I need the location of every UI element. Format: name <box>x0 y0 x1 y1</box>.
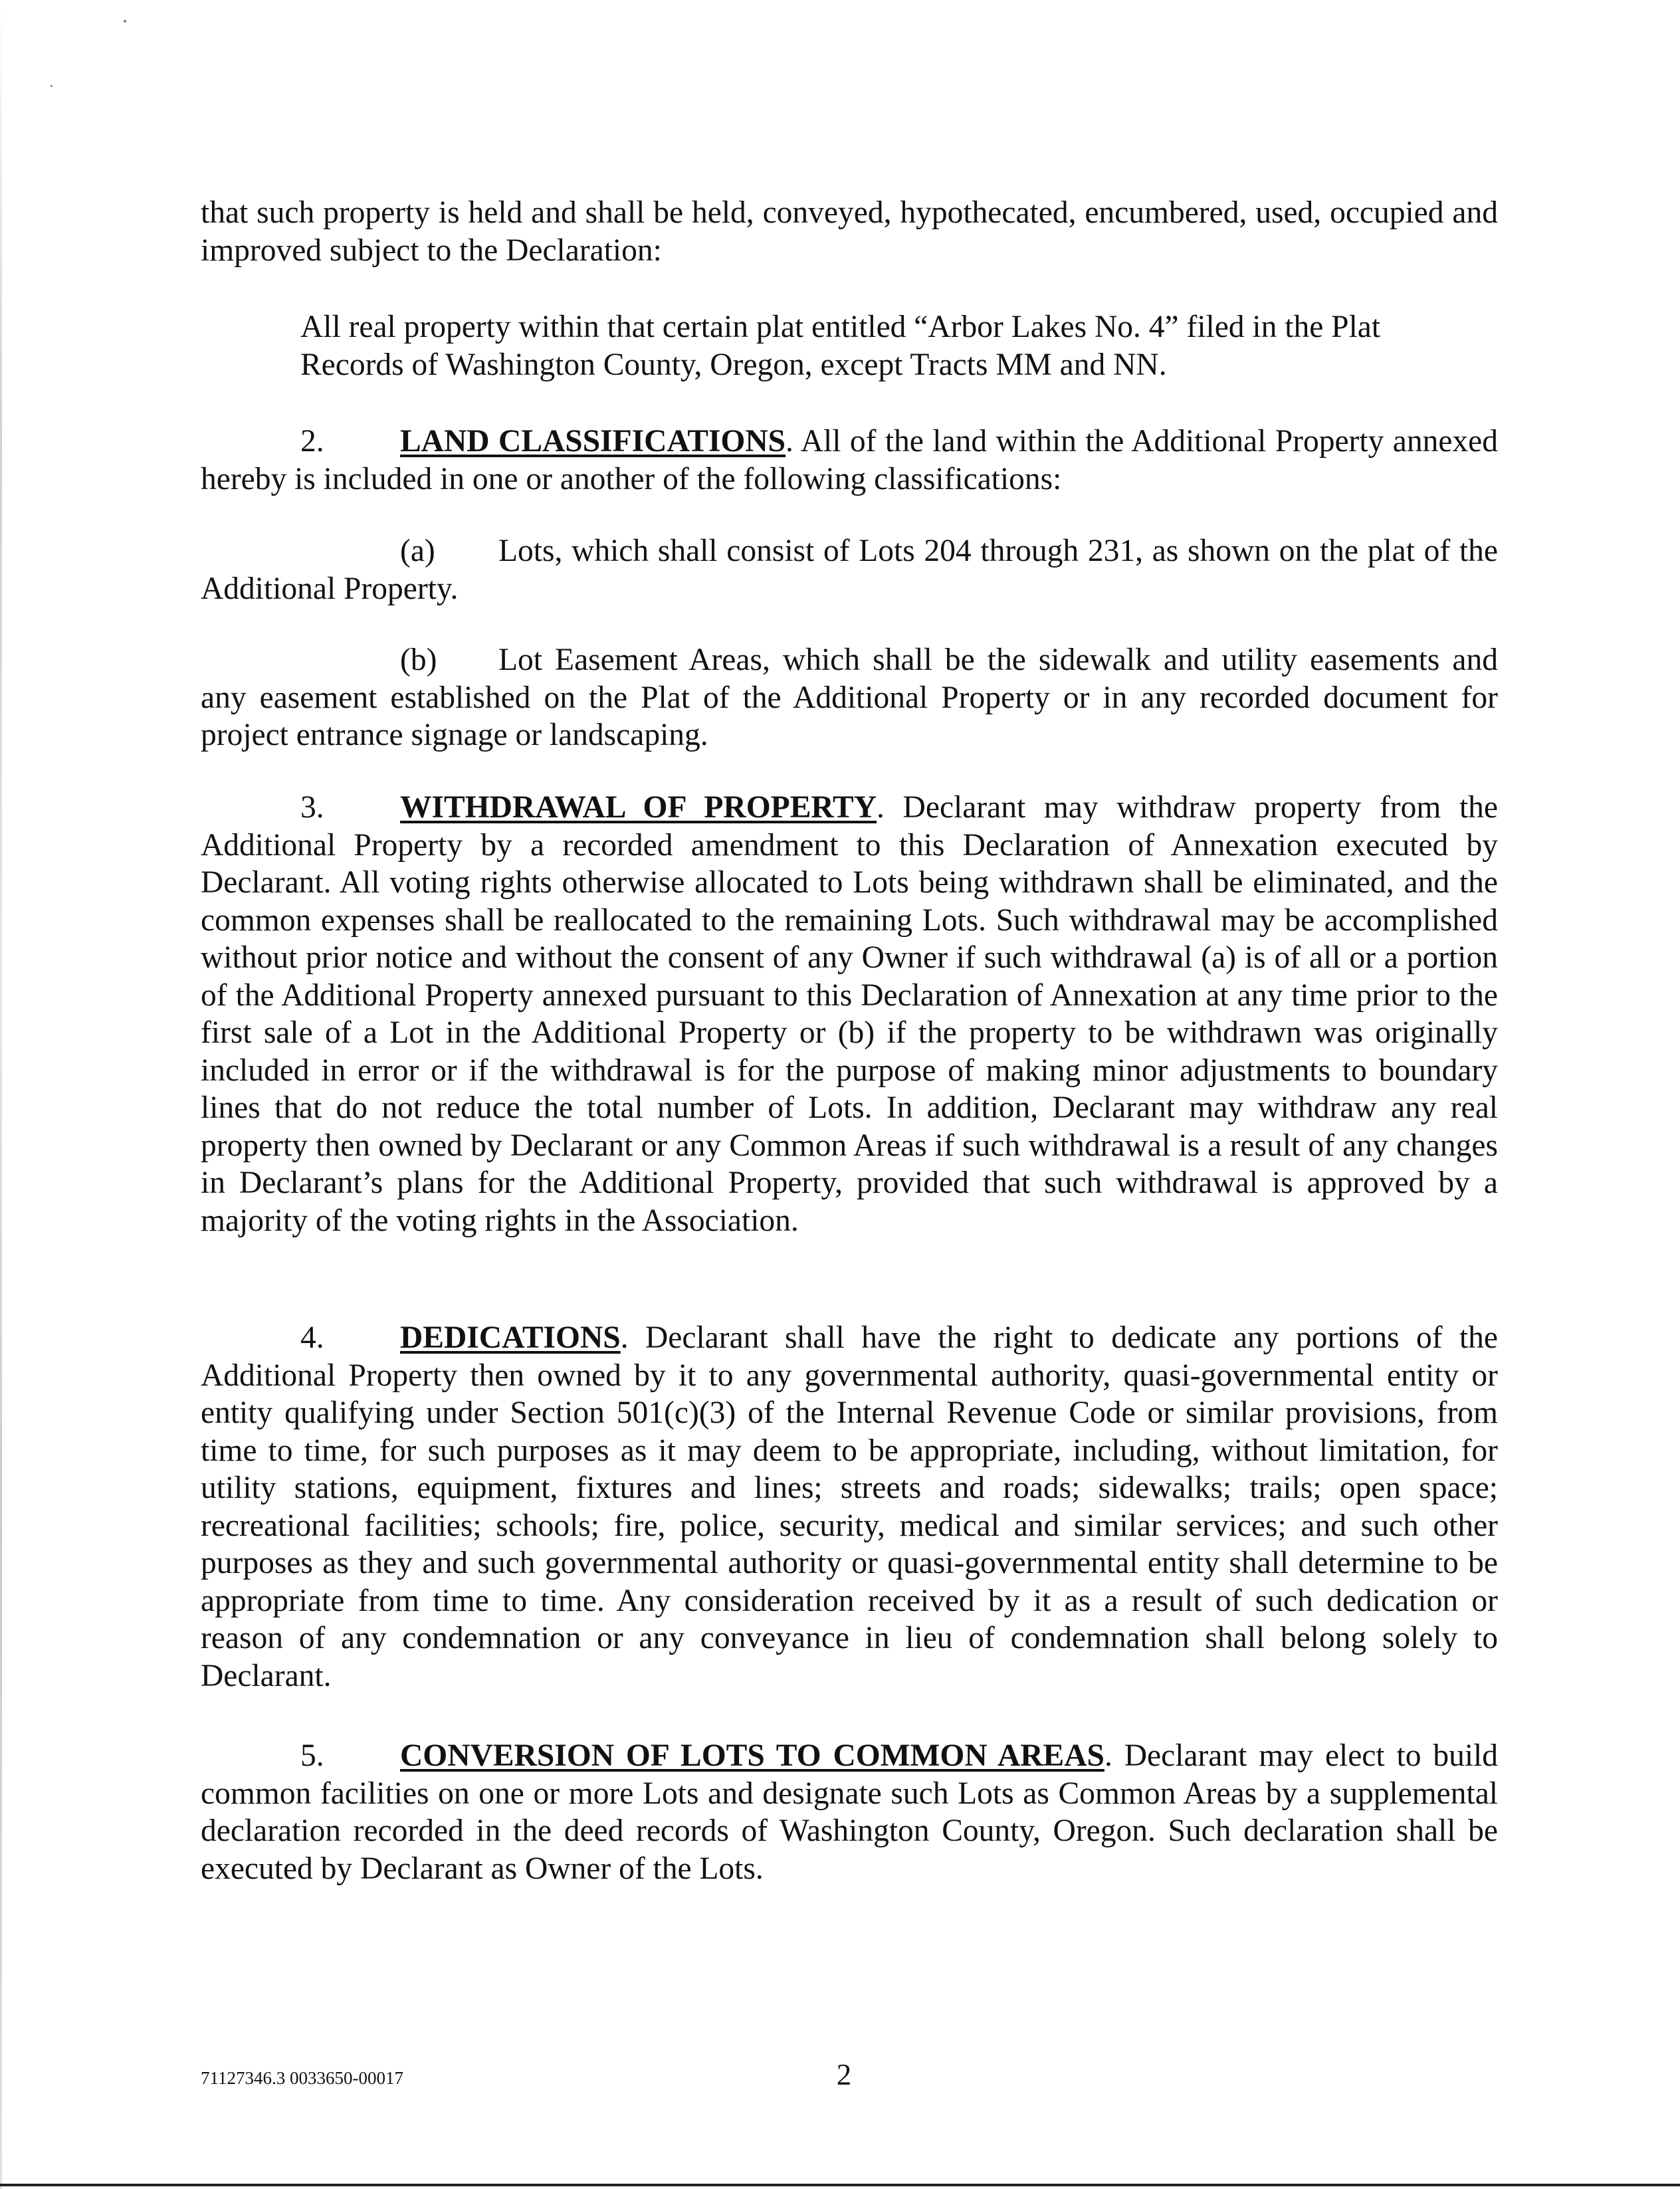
scan-bottom-edge <box>0 2184 1680 2186</box>
section-3-paragraph <box>201 789 1498 1239</box>
section-number: 5. <box>300 1738 324 1773</box>
subsection-a-paragraph <box>201 532 1498 607</box>
section-number: 2. <box>300 424 324 459</box>
section-2-paragraph <box>201 423 1498 498</box>
subsection-text: Lot Easement Areas, which shall be the sidewalk and utility easements and any easement established on the Plat of the Additional Property or in any recorded document for project entrance signage or landscaping. <box>201 643 1498 752</box>
document-id: 71127346.3 0033650-00017 <box>201 2068 403 2088</box>
scan-speck <box>51 85 52 87</box>
section-title: CONVERSION OF LOTS TO COMMON AREAS <box>400 1738 1104 1773</box>
section-title: LAND CLASSIFICATIONS <box>400 424 786 459</box>
scan-speck <box>124 20 126 23</box>
section-text: . Declarant may elect to build common facilities on one or more Lots and designate such Lots as Common Areas by a supplemental declaration recorded in the deed records of Washington County, Oregon. Such declaration shall be executed by Declarant as Owner of the Lots. <box>201 1738 1498 1886</box>
section-number: 4. <box>300 1320 324 1355</box>
subsection-b-paragraph <box>201 641 1498 754</box>
section-text: . All of the land within the Additional Property annexed hereby is included in one or another of the following classifications: <box>201 424 1498 496</box>
page-number: 2 <box>836 2058 852 2091</box>
intro-paragraph: that such property is held and shall be held, conveyed, hypothecated, encumbered, used, occupied and improved subject to the Declaration: <box>201 195 1498 268</box>
section-5-paragraph <box>201 1737 1498 1887</box>
section-4-paragraph <box>201 1319 1498 1695</box>
section-text: . Declarant shall have the right to dedicate any portions of the Additional Property then owned by it to any governmental authority, quasi-governmental entity or entity qualifying under Section 501(c)(3) of the Internal Revenue Code or similar provisions, from time to time, for such purposes as it may deem to be appropriate, including, without limitation, for utility stations, equipment, fixtures and lines; streets and roads; sidewalks; trails; open space; recreational facilities; schools; fire, police, security, medical and similar services; and such other purposes as they and such governmental authority or quasi-governmental entity shall determine to be appropriate from time to time. Any consideration received by it as a result of such dedication or reason of any condemnation or any conveyance in lieu of condemnation shall belong solely to Declarant. <box>201 1320 1498 1693</box>
scan-left-edge <box>0 0 2 2189</box>
section-title: WITHDRAWAL OF PROPERTY <box>400 790 877 825</box>
section-text: . Declarant may withdraw property from the Additional Property by a recorded amendment to this Declaration of Annexation executed by Declarant. All voting rights otherwise allocated to Lots being withdrawn shall be eliminated, and the common expenses shall be reallocated to the remaining Lots. Such withdrawal may be accomplished without prior notice and without the consent of any Owner if such withdrawal (a) is of all or a portion of the Additional Property annexed pursuant to this Declaration of Annexation at any time prior to the first sale of a Lot in the Additional Property or (b) if the property to be withdrawn was originally included in error or if the withdrawal is for the purpose of making minor adjustments to boundary lines that do not reduce the total number of Lots. In addition, Declarant may withdraw any real property then owned by Declarant or any Common Areas if such withdrawal is a result of any changes in Declarant’s plans for the Additional Property, provided that such withdrawal is approved by a majority of the voting rights in the Association. <box>201 790 1498 1238</box>
subsection-label: (b) <box>400 643 437 677</box>
section-number: 3. <box>300 790 324 825</box>
section-title: DEDICATIONS <box>400 1320 621 1355</box>
property-description: All real property within that certain plat entitled “Arbor Lakes No. 4” filed in the Plat Records of Washington County, Oregon, except Tracts MM and NN. <box>300 310 1381 382</box>
subsection-label: (a) <box>400 534 435 568</box>
subsection-text: Lots, which shall consist of Lots 204 through 231, as shown on the plat of the Additional Property. <box>201 534 1498 606</box>
